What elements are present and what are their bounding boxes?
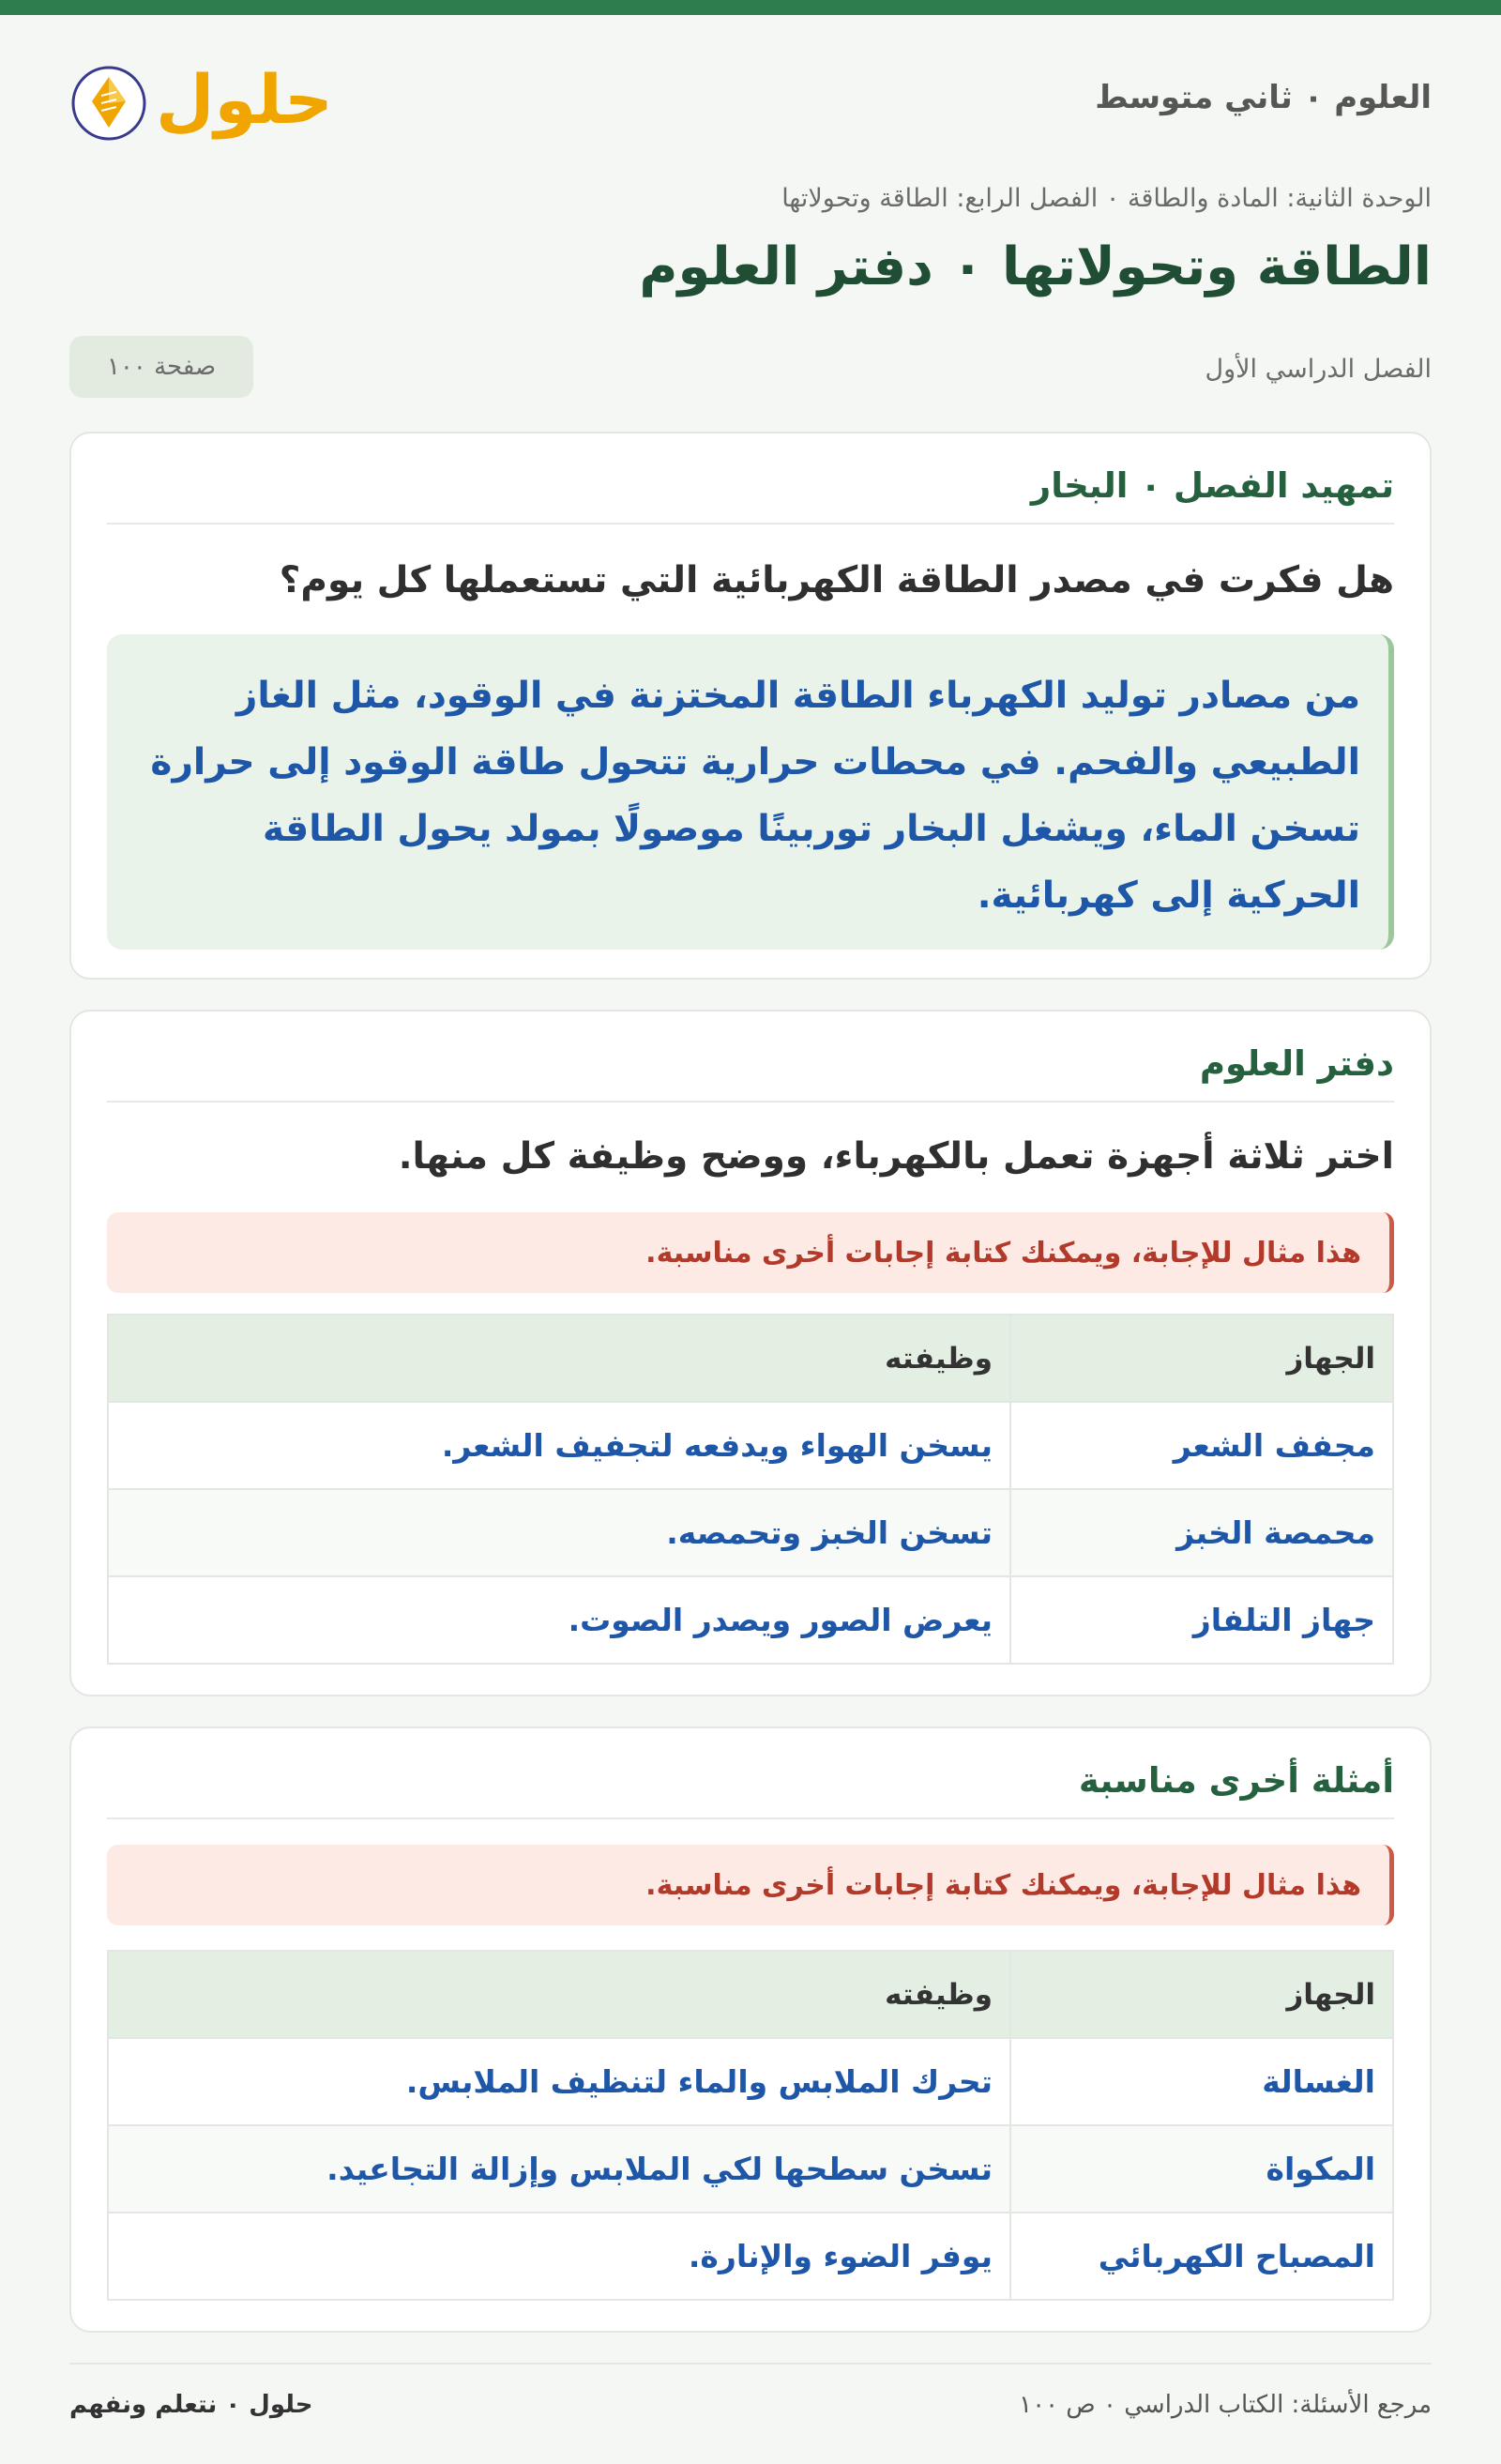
devices-table bbox=[107, 1314, 1394, 1665]
function-cell: تحرك الملابس والماء لتنظيف الملابس. bbox=[108, 2038, 1010, 2125]
top-accent-bar bbox=[0, 0, 1501, 15]
table-row bbox=[108, 1402, 1393, 1489]
column-header-function: وظيفته bbox=[108, 1315, 1010, 1402]
answer-text: من مصادر توليد الكهرباء الطاقة المختزنة في الوقود، مثل الغاز الطبيعي والفحم. في محطات حرارية تتحول طاقة الوقود إلى حرارة تسخن الماء، ويشغل البخار توربينًا موصولًا بمولد يحول الطاقة الحركية إلى كهربائية. bbox=[150, 675, 1360, 917]
page-number-badge: صفحة ١٠٠ bbox=[69, 336, 253, 398]
function-cell: يعرض الصور ويصدر الصوت. bbox=[108, 1576, 1010, 1664]
device-cell: مجفف الشعر bbox=[1010, 1402, 1393, 1489]
card-title: دفتر العلوم bbox=[1199, 1043, 1394, 1084]
notebook-card bbox=[69, 1010, 1432, 1696]
function-cell: تسخن سطحها لكي الملابس وإزالة التجاعيد. bbox=[108, 2125, 1010, 2213]
term-label: الفصل الدراسي الأول bbox=[1205, 355, 1432, 384]
page-header bbox=[69, 56, 1432, 150]
logo-wordmark: حلول bbox=[156, 60, 333, 139]
breadcrumb: الوحدة الثانية: المادة والطاقة ٠ الفصل الرابع: الطاقة وتحولاتها bbox=[781, 184, 1432, 213]
subject-grade: العلوم ٠ ثاني متوسط bbox=[1095, 79, 1432, 116]
device-cell: جهاز التلفاز bbox=[1010, 1576, 1393, 1664]
example-note: هذا مثال للإجابة، ويمكنك كتابة إجابات أخرى مناسبة. bbox=[107, 1212, 1394, 1293]
divider bbox=[107, 523, 1394, 525]
brand-logo[interactable] bbox=[69, 56, 333, 150]
function-cell: تسخن الخبز وتحمصه. bbox=[108, 1489, 1010, 1576]
device-cell: الغسالة bbox=[1010, 2038, 1393, 2125]
intro-card bbox=[69, 432, 1432, 980]
table-row bbox=[108, 2038, 1393, 2125]
function-cell: يسخن الهواء ويدفعه لتجفيف الشعر. bbox=[108, 1402, 1010, 1489]
card-title: تمهيد الفصل ٠ البخار bbox=[1030, 465, 1394, 506]
footer-brand: حلول ٠ نتعلم ونفهم bbox=[69, 2391, 313, 2419]
footer-reference: مرجع الأسئلة: الكتاب الدراسي ٠ ص ١٠٠ bbox=[1019, 2391, 1432, 2419]
examples-card bbox=[69, 1726, 1432, 2333]
column-header-function: وظيفته bbox=[108, 1951, 1010, 2038]
table-row bbox=[108, 1576, 1393, 1664]
device-cell: محمصة الخبز bbox=[1010, 1489, 1393, 1576]
card-title: أمثلة أخرى مناسبة bbox=[1078, 1760, 1394, 1801]
table-header-row bbox=[108, 1951, 1393, 2038]
device-cell: المكواة bbox=[1010, 2125, 1393, 2213]
table-header-row bbox=[108, 1315, 1393, 1402]
table-row bbox=[108, 2125, 1393, 2213]
examples-table bbox=[107, 1950, 1394, 2301]
column-header-device: الجهاز bbox=[1010, 1315, 1393, 1402]
question-text: هل فكرت في مصدر الطاقة الكهربائية التي تستعملها كل يوم؟ bbox=[279, 559, 1394, 601]
divider bbox=[107, 1101, 1394, 1103]
function-cell: يوفر الضوء والإنارة. bbox=[108, 2213, 1010, 2300]
column-header-device: الجهاز bbox=[1010, 1951, 1393, 2038]
table-row bbox=[108, 1489, 1393, 1576]
example-note: هذا مثال للإجابة، ويمكنك كتابة إجابات أخرى مناسبة. bbox=[107, 1845, 1394, 1925]
question-text: اختر ثلاثة أجهزة تعمل بالكهرباء، ووضح وظيفة كل منها. bbox=[398, 1135, 1394, 1178]
footer-divider bbox=[69, 2363, 1432, 2365]
divider bbox=[107, 1818, 1394, 1819]
table-row bbox=[108, 2213, 1393, 2300]
answer-box bbox=[107, 634, 1394, 950]
page-title: الطاقة وتحولاتها ٠ دفتر العلوم bbox=[639, 236, 1432, 297]
device-cell: المصباح الكهربائي bbox=[1010, 2213, 1393, 2300]
